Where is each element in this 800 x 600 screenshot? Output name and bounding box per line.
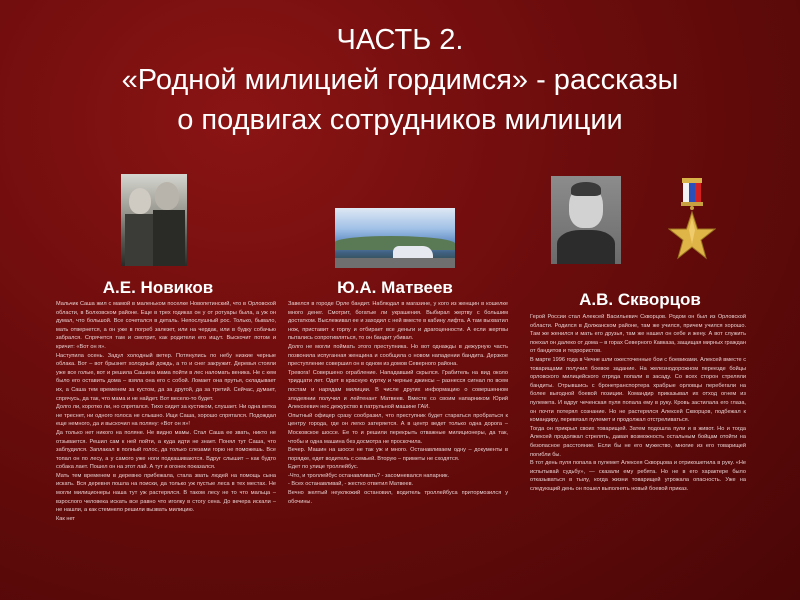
photo-road <box>335 258 455 268</box>
photo-skvortsov <box>551 176 621 264</box>
story-paragraph: Вечно желтый неуклюжий остановил, водитель троллейбуса притормозился у обочины. <box>288 490 508 505</box>
story-paragraph: Долго ли, коротко ли, но спрятался. Тихо сидит за кустиком, слушает. Ни одна ветка не треснет, ни одного голоса не слышно. Ищи Саша, хорошо спрятался. Подождал еще немного, да и выскочил на поляну: «Вот он я»! <box>56 404 276 428</box>
story-paragraph: Вечер. Машин на шоссе не так уж и много. Останавливаем одну – документы в порядке, едет водитель с семьей. Вторую – приметы не сходятся. <box>288 447 508 462</box>
story-paragraph: Наступила осень. Задул холодный ветер. Потянулись по небу низкие черные облака. Вот – вот брызнет холодный дождь, а то и снег закружит. Деревья стояли уже все голые, вот и решила Сашина мама пойти в лес наломать веника. Не с кем было его оставить дома – взяла она его с собой. Ломает она прутья, складывает их, а Саша тем временем за кустом, да за другой, да за третий. Сейчас, думает, спрячусь, да так, что мама и не найдет. Вот весело-то будет. <box>56 352 276 402</box>
story-matveev <box>288 300 508 550</box>
story-paragraph: В марте 1996 года в Чечне шли ожесточенные бои с боевиками. Алексей вместе с товарищами получил боевое задание. На железнодорожном переезде бойцы орловского милицейского отряда попали в засаду. Со всех сторон стреляли бандиты. Отрывшись с бронетранспортера храбрые орловцы перебегали на более выгодной боевой позиции. Командир приказывал их отход огнем из пулемета. И вдруг чеченская пуля попала ему в руку. Кровь застилала его глаза, он почти потерял сознание. Но не растерялся Алексей Скворцов, подбежал к командиру, перевязал пулемет и продолжал отстреливаться. <box>530 356 746 424</box>
hero-name-matveev: Ю.А. Матвеев <box>337 278 453 297</box>
story-paragraph: - Всех останавливай, - жестко ответил Матвеев. <box>288 481 414 488</box>
photo-shoulders <box>557 230 615 264</box>
story-skvortsov <box>530 313 746 543</box>
story-novikov <box>56 300 276 570</box>
hero-name-novikov: А.Е. Новиков <box>102 278 214 297</box>
story-paragraph: Тревога! Совершено ограбление. Нападавший скрылся. Грабитель на вид около тридцати лет. Одет в красную куртку и черные джинсы – разнесся сигнал по всем постам и нарядам милиции. В числе других информацию о совершенном злодеянии получил и лейтенант Матвеев. Вместе со своим напарником Юрий Алексеевич нес дежурство в патрульной машине ГАИ. <box>288 369 508 411</box>
photo-hair <box>571 182 601 196</box>
title-line-2: «Родной милицией гордимся» - рассказы <box>121 64 679 96</box>
hero-name-skvortsov: А.В. Скворцов <box>579 290 701 309</box>
story-paragraph: Мать тем временем в деревню прибежала, стала звать людей на помощь сына искать. Вся деревня пошла на поиски, да только уж пустые леса в тех местах. Не могли милиционеры наша тут уж растерялся. В таком лесу не то что мальца – взрослого человека искать все равно что иголку в стогу сена. До вечера искали – не нашли, а как стемнело решили вызвать милицию. <box>56 472 276 514</box>
photo-figure <box>153 210 185 266</box>
story-paragraph: Тогда он прикрыл своих товарищей. Затем подошла пули и в живот. Но и тогда Алексей продолжал стрелять, давая возможность остальным бойцам отойти на безопасное расстояние. Если бы не его мужество, многие из его товарищей погибли бы. <box>530 425 746 458</box>
photo-figure <box>155 182 179 210</box>
hero-star-medal-icon <box>668 178 716 270</box>
photo-matveev <box>335 208 455 268</box>
title-line-1: ЧАСТЬ 2. <box>336 24 464 56</box>
story-paragraph: -Что, и троллейбус останавливать? - засомневался напарник. <box>288 472 450 479</box>
title-line-3: о подвигах сотрудников милиции <box>177 104 623 136</box>
photo-novikov <box>121 174 187 266</box>
photo-figure <box>125 214 155 266</box>
story-paragraph: Опытный офицер сразу сообразил, что преступник будет стараться пробраться к центру города, где он легко затеряется. А в центр ведет только одна дорога – Московское шоссе. Ее то и решили перекрыть отважные милиционеры, да так, чтобы и одна машина без досмотра не проскочила. <box>288 412 508 445</box>
story-paragraph: Герой России стал Алексей Васильевич Скворцов. Родом он был из Орловской области. Родился в Должанском районе, там же учился, причем учился хорошо. Там же женился и мать его друзья, там же нашел он себе и жену. А вот служить поехал он далеко от дома – в горах Северного Кавказа, защищая мирных граждан от бандитов и террористов. <box>530 314 746 355</box>
story-paragraph: Едет по улице троллейбус. <box>288 464 359 471</box>
photo-figure <box>129 188 151 214</box>
story-paragraph: Долго не могли поймать этого преступника. Но вот однажды в дежурную часть позвонила испуганная женщина и сообщила о новом нападении бандита. Дерзкое преступление совершил он в одном из домов Северного района. <box>288 343 508 368</box>
story-paragraph: Да только нет никого на поляне. Не видно мамы. Стал Саша ее звать, никто не отзывается. Решил сам к ней пойти, а куда идти не знает. Понял тут Саша, что заблудился. Заплакал в полный голос, да только слезами горю не поможешь. Все топал он по лесу, а у самого уже ноги подкашиваются. Вдруг слышит – как будто собака лает. Пошел он на этот лай. А тут и огонек показался. <box>56 429 276 471</box>
story-paragraph: Мальчик Саша жил с мамой в маленьком поселке Новопетинский, что в Орловской области, в Болховском районе. Еще в трех годиках он у от ротуары была, а уж он думал, что большой. Все сочетался в деталь. Непослушный рос. Только, бывало, мать отвернется, а он уже в погреб залезет, или на чердак, или в будку собачью забрался. Спрячется там и смотрит, как родители его ищут. Выскочит потом и кричит: «Вот он я». <box>56 301 276 350</box>
story-paragraph: В тот день пуля попала в пулемет Алексея Скворцова и отрикошетила в руку. «Не испытывай судьбу», — сказали ему ребята. Но не в его характере было отказываться в тылу, когда жизни товарищей угрожала опасность. Уже на следующий день он пошел выполнять новый боевой приказ. <box>530 460 746 492</box>
page-title <box>40 20 760 140</box>
story-paragraph: Как нет <box>56 515 75 522</box>
story-paragraph: Завелся в городе Орле бандит. Наблюдал в магазине, у кого из женщин в кошелке много денег. Смотрит, богатые ли украшения. Выбирал жертву с большим достатком. Выслеживал ее и заходил с ней вместе в кабину лифта. А там выхватил нож, приставит к горлу и отбирает все деньги и драгоценности. А если жертвы пытались сопротивляться, то он бандит убивал. <box>288 301 508 342</box>
